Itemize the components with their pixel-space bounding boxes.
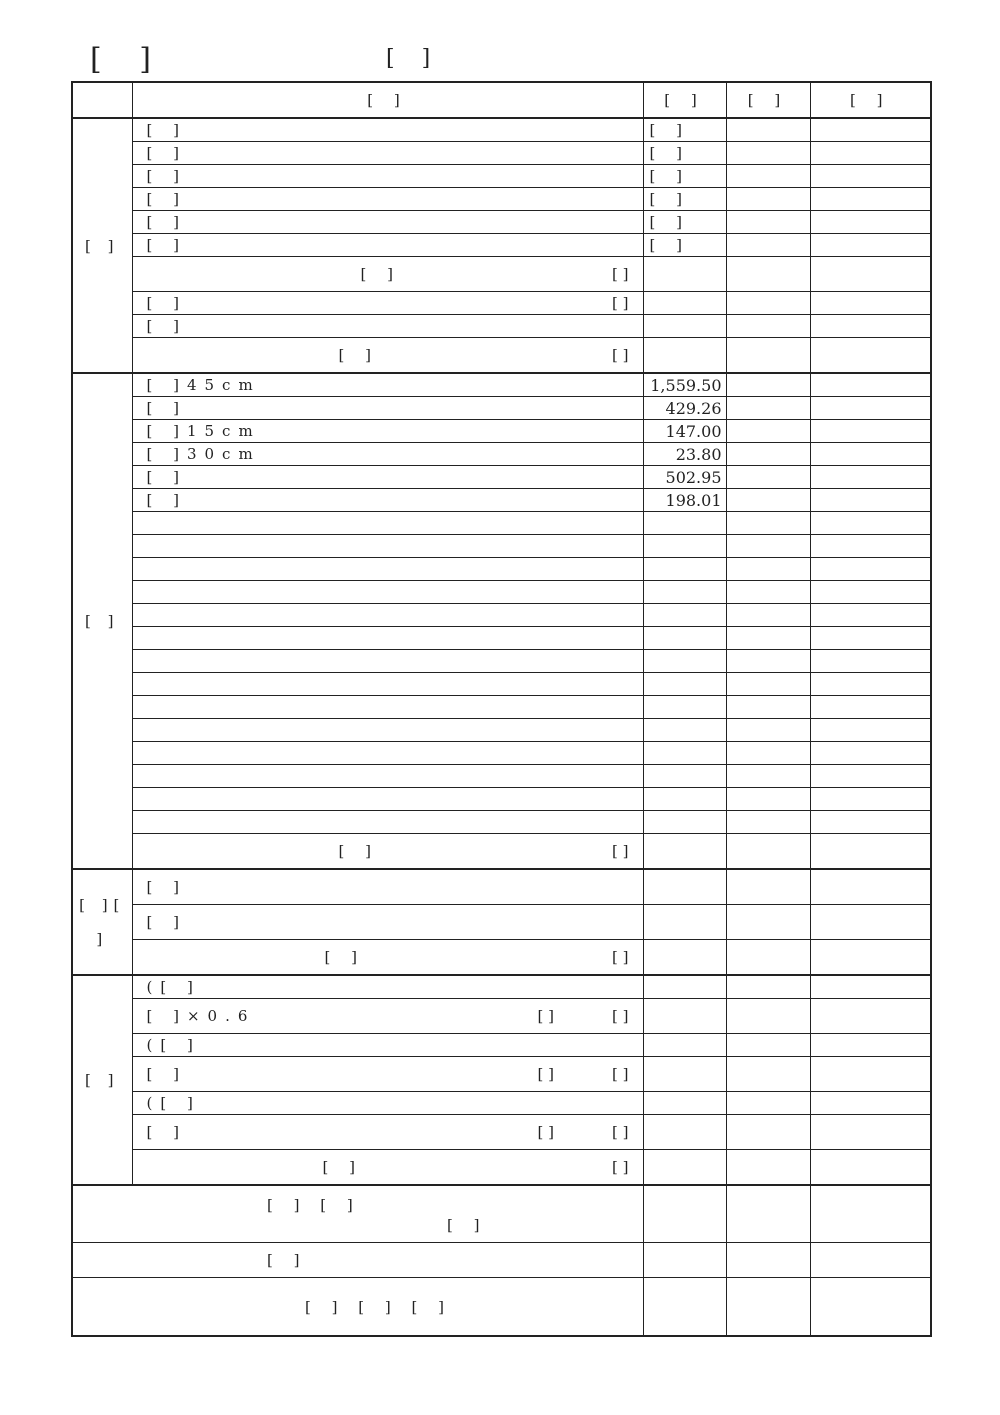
item-cell: [132, 1057, 643, 1092]
qty-cell: 429.26: [643, 397, 726, 420]
table-row: [72, 466, 931, 489]
table-row: [72, 165, 931, 188]
table-row: [72, 627, 931, 650]
section-label-2: [ ]: [72, 373, 132, 869]
footer-row-3: [72, 1278, 931, 1337]
total-cell: [132, 834, 643, 870]
subtotal-end: [ ]: [612, 265, 629, 283]
total-label: [ ]: [338, 346, 379, 364]
item-cell: [ ]: [132, 142, 643, 165]
item-cell: [ ]: [132, 211, 643, 234]
table-row: [72, 142, 931, 165]
item-cell: [132, 999, 643, 1034]
item-cell: [ ]: [132, 165, 643, 188]
total-row: [72, 834, 931, 870]
table-row: [72, 397, 931, 420]
table-row: [72, 999, 931, 1034]
unit-cell: [ ]: [643, 165, 726, 188]
total-end: [ ]: [612, 842, 629, 860]
table-row: [72, 292, 931, 315]
qty-cell: 23.80: [643, 443, 726, 466]
subtotal-cell: [132, 257, 643, 292]
table-row: [72, 535, 931, 558]
table-row: [72, 581, 931, 604]
item-cell: [ ]45cm: [132, 373, 643, 397]
subtotal-label: [ ]: [360, 265, 401, 283]
header-row: [72, 82, 931, 118]
header-unit: [ ]: [643, 82, 726, 118]
item-cell: [ ]: [132, 489, 643, 512]
table-row: [72, 211, 931, 234]
item-cell: ([ ]: [132, 975, 643, 999]
section-label-3: [ ][ ]: [72, 869, 132, 975]
total-end: [ ]: [612, 948, 629, 966]
item-cell: ([ ]: [132, 1034, 643, 1057]
document-number: [ ]: [90, 42, 165, 77]
total-label: [ ]: [322, 1158, 363, 1176]
footer-row-2: [72, 1243, 931, 1278]
table-row: [72, 765, 931, 788]
table-row: [72, 788, 931, 811]
unit-cell: [ ]: [643, 234, 726, 257]
table-row: [72, 512, 931, 535]
total-row: [72, 338, 931, 374]
item-cell: [ ]: [132, 234, 643, 257]
total-cell: [132, 338, 643, 374]
table-row: [72, 869, 931, 905]
document-title: [ ]: [386, 46, 441, 71]
formula-label: [ ]: [146, 1065, 187, 1083]
table-row: [72, 719, 931, 742]
header-item: [ ]: [132, 82, 643, 118]
total-row: [72, 940, 931, 976]
extra-end: [ ]: [612, 294, 629, 312]
formula-mid: [ ]: [537, 1065, 555, 1083]
table-row: [72, 420, 931, 443]
table-row: [72, 489, 931, 512]
total-end: [ ]: [612, 346, 629, 364]
table-row: [72, 604, 931, 627]
formula-mid: [ ]: [537, 1007, 555, 1025]
total-label: [ ]: [324, 948, 365, 966]
table-row: [72, 188, 931, 211]
footer-text-2: [ ]: [72, 1243, 643, 1278]
table-row: [72, 443, 931, 466]
footer-text-3: [ ] [ ] [ ]: [72, 1278, 643, 1337]
cost-table: [71, 81, 932, 1337]
section-label-1: [ ]: [72, 118, 132, 373]
formula-end: [ ]: [612, 1123, 629, 1141]
table-row: [72, 742, 931, 765]
total-cell: [132, 1150, 643, 1186]
item-cell: [ ]: [132, 397, 643, 420]
table-row: [72, 1092, 931, 1115]
total-label: [ ]: [338, 842, 379, 860]
total-cell: [132, 940, 643, 976]
item-cell: [ ]15cm: [132, 420, 643, 443]
unit-cell: [ ]: [643, 211, 726, 234]
extra-label: [ ]: [146, 294, 187, 312]
item-cell: [ ]: [132, 905, 643, 940]
section-label-4: [ ]: [72, 975, 132, 1185]
item-cell: [ ]30cm: [132, 443, 643, 466]
table-row: [72, 1034, 931, 1057]
total-row: [72, 1150, 931, 1186]
item-cell: [ ]: [132, 118, 643, 142]
header-blank: [72, 82, 132, 118]
item-cell: [132, 292, 643, 315]
formula-end: [ ]: [612, 1007, 629, 1025]
table-row: [72, 673, 931, 696]
item-cell: [132, 1115, 643, 1150]
footer-cell-1: [72, 1185, 643, 1243]
table-row: [72, 811, 931, 834]
subtotal-row: [72, 257, 931, 292]
qty-cell: 1,559.50: [643, 373, 726, 397]
qty-cell: 147.00: [643, 420, 726, 443]
formula-mid: [ ]: [537, 1123, 555, 1141]
header-qty: [ ]: [726, 82, 810, 118]
unit-cell: [ ]: [643, 142, 726, 165]
formula-label: [ ]×0.6: [146, 1007, 256, 1025]
header-amount: [ ]: [810, 82, 931, 118]
item-cell: ([ ]: [132, 1092, 643, 1115]
unit-cell: [ ]: [643, 188, 726, 211]
qty-cell: 198.01: [643, 489, 726, 512]
formula-label: [ ]: [146, 1123, 187, 1141]
table-row: [72, 234, 931, 257]
table-row: [72, 558, 931, 581]
formula-end: [ ]: [612, 1065, 629, 1083]
qty-cell: 502.95: [643, 466, 726, 489]
item-cell: [ ]: [132, 188, 643, 211]
item-cell: [ ]: [132, 869, 643, 905]
footer-row-1: [72, 1185, 931, 1243]
table-row: [72, 118, 931, 142]
table-row: [72, 373, 931, 397]
table-row: [72, 696, 931, 719]
unit-cell: [ ]: [643, 118, 726, 142]
footer-text-1: [ ] [ ]: [267, 1196, 361, 1214]
item-cell: [ ]: [132, 315, 643, 338]
table-row: [72, 650, 931, 673]
item-cell: [ ]: [132, 466, 643, 489]
footer-text-1b: [ ]: [447, 1216, 488, 1234]
total-end: [ ]: [612, 1158, 629, 1176]
table-row: [72, 905, 931, 940]
table-row: [72, 315, 931, 338]
table-row: [72, 1057, 931, 1092]
table-row: [72, 975, 931, 999]
table-row: [72, 1115, 931, 1150]
